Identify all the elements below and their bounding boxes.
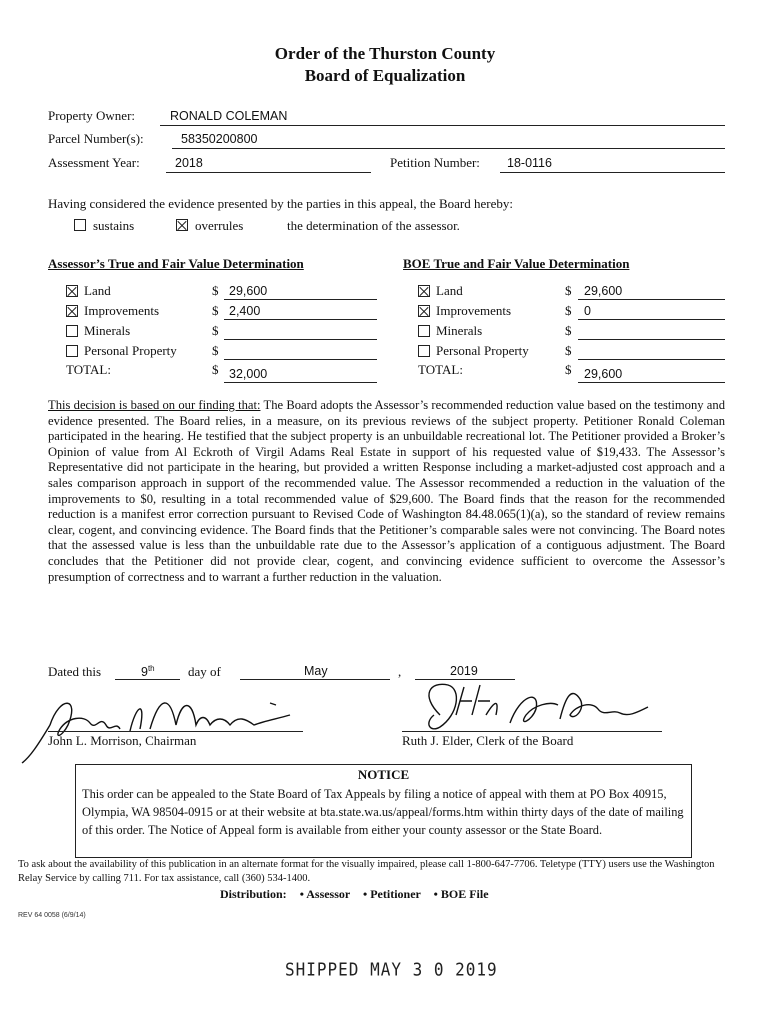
- boe-total-label: TOTAL:: [418, 362, 463, 377]
- assessor-improvements-underline: [224, 319, 377, 320]
- chairman-name: John L. Morrison, Chairman: [48, 733, 197, 748]
- assessor-total-label: TOTAL:: [66, 362, 111, 377]
- boe-improvements-checkbox[interactable]: [418, 305, 430, 317]
- decision-intro: Having considered the evidence presented by the parties in this appeal, the Board hereby:: [48, 196, 513, 211]
- boe-improvements-value: 0: [584, 304, 591, 318]
- distribution-line: [220, 887, 489, 902]
- shipped-stamp: SHIPPED MAY 3 0 2019: [285, 959, 498, 980]
- assessor-improvements-label: Improvements: [84, 303, 160, 318]
- boe-land-value: 29,600: [584, 284, 623, 298]
- assessor-minerals-checkbox[interactable]: [66, 325, 78, 337]
- boe-personal-checkbox[interactable]: [418, 345, 430, 357]
- assessor-personal-underline: [224, 359, 377, 360]
- dated-day-suffix: th: [147, 664, 155, 673]
- petition-label: Petition Number:: [390, 155, 480, 170]
- dated-day-number: 9: [141, 665, 148, 680]
- assessor-improvements-value: 2,400: [229, 304, 261, 318]
- owner-label: Property Owner:: [48, 108, 136, 123]
- sustains-label: sustains: [93, 218, 135, 233]
- assessor-land-underline: [224, 299, 377, 300]
- boe-minerals-underline: [578, 339, 725, 340]
- assessor-land-label: Land: [84, 283, 111, 298]
- boe-land-currency: $: [565, 283, 572, 298]
- assessor-total-underline: [224, 382, 377, 383]
- dated-month: May: [304, 664, 328, 678]
- boe-land-underline: [578, 299, 725, 300]
- page-title: Order of the Thurston County: [274, 44, 496, 63]
- boe-personal-currency: $: [565, 343, 572, 358]
- boe-improvements-label: Improvements: [436, 303, 512, 318]
- chairman-signature: [10, 685, 310, 765]
- decision-suffix: the determination of the assessor.: [287, 218, 460, 233]
- assessor-minerals-label: Minerals: [84, 323, 131, 338]
- boe-total-underline: [578, 382, 725, 383]
- distribution-boe-file: • BOE File: [433, 887, 489, 901]
- boe-minerals-checkbox[interactable]: [418, 325, 430, 337]
- notice-heading: NOTICE: [357, 767, 410, 782]
- assessor-improvements-checkbox[interactable]: [66, 305, 78, 317]
- boe-minerals-currency: $: [565, 323, 572, 338]
- petition-value: 18-0116: [507, 156, 552, 170]
- parcel-label: Parcel Number(s):: [48, 131, 144, 146]
- assessor-heading: Assessor’s True and Fair Value Determination: [48, 256, 304, 271]
- boe-heading: BOE True and Fair Value Determination: [403, 256, 630, 271]
- dated-mid: day of: [188, 664, 221, 679]
- notice-text: This order can be appealed to the State Board of Tax Appeals by filing a notice of appeal with them at PO Box 40915, Olympia, WA 98504-0915 or at their website at bta.state.wa.us/appeal/forms.htm within thirty days of the date of mailing of this order. The Notice of Appeal form is available from either your county assessor or the State Board.: [82, 787, 684, 837]
- accessibility-note: To ask about the availability of this publication in an alternate format for the visually impaired, please call 1-800-647-7706. Teletype (TTY) users use the Washington Relay Service by calling 711. For tax assistance, call (360) 534-1400.: [18, 859, 715, 884]
- boe-improvements-currency: $: [565, 303, 572, 318]
- owner-value: RONALD COLEMAN: [170, 109, 288, 123]
- assessor-personal-label: Personal Property: [84, 343, 177, 358]
- notice-box: [75, 764, 692, 858]
- boe-total-currency: $: [565, 362, 572, 377]
- sustains-checkbox[interactable]: [74, 219, 86, 231]
- petition-underline: [500, 172, 725, 173]
- assessor-personal-checkbox[interactable]: [66, 345, 78, 357]
- chairman-signature-line: [48, 731, 303, 732]
- assessor-personal-currency: $: [212, 343, 219, 358]
- clerk-signature-line: [402, 731, 662, 732]
- assessor-minerals-underline: [224, 339, 377, 340]
- clerk-name: Ruth J. Elder, Clerk of the Board: [402, 733, 574, 748]
- assessor-land-value: 29,600: [229, 284, 268, 298]
- distribution-petitioner: • Petitioner: [363, 887, 421, 901]
- page-subtitle: Board of Equalization: [304, 66, 466, 85]
- assessor-total-value: 32,000: [229, 367, 268, 381]
- dated-year: 2019: [450, 664, 478, 678]
- owner-underline: [160, 125, 725, 126]
- boe-land-checkbox[interactable]: [418, 285, 430, 297]
- assessor-total-currency: $: [212, 362, 219, 377]
- finding-paragraph: [48, 398, 725, 585]
- overrules-checkbox[interactable]: [176, 219, 188, 231]
- assessor-improvements-currency: $: [212, 303, 219, 318]
- boe-total-value: 29,600: [584, 367, 623, 381]
- year-value: 2018: [175, 156, 203, 170]
- boe-personal-underline: [578, 359, 725, 360]
- dated-prefix: Dated this: [48, 664, 102, 679]
- assessor-land-currency: $: [212, 283, 219, 298]
- year-label: Assessment Year:: [48, 155, 140, 170]
- dated-comma: ,: [398, 664, 402, 679]
- assessor-land-checkbox[interactable]: [66, 285, 78, 297]
- boe-minerals-label: Minerals: [436, 323, 483, 338]
- distribution-assessor: • Assessor: [299, 887, 351, 901]
- dated-month-underline: [240, 679, 390, 680]
- dated-day: [141, 664, 155, 679]
- overrules-label: overrules: [195, 218, 244, 233]
- boe-personal-label: Personal Property: [436, 343, 529, 358]
- dated-day-underline: [115, 679, 180, 680]
- parcel-value: 58350200800: [181, 132, 258, 146]
- form-number: REV 64 0058 (6/9/14): [18, 912, 86, 919]
- parcel-underline: [172, 148, 725, 149]
- boe-improvements-underline: [578, 319, 725, 320]
- assessor-minerals-currency: $: [212, 323, 219, 338]
- distribution-label: Distribution:: [220, 887, 287, 901]
- year-underline: [166, 172, 371, 173]
- finding-lead: This decision is based on our finding that:: [48, 398, 261, 412]
- boe-land-label: Land: [436, 283, 463, 298]
- finding-text: The Board adopts the Assessor’s recommended reduction value based on the testimony and evidence presented. The Board relies, in a measure, on its previous reviews of the subject property. Petitioner Ronald Coleman participated in the hearing. He testified that the subject property is an unbuildable recreational lot. The Petitioner provided a Broker’s Opinion of value from Al Eckroth of Virgil Adams Real Estate in support of his requested value of $19,433. The Assessor’s Representative did not participate in the hearing, but provided a written Response including a market-adjusted cost approach and a sales comparison approach in support of the recommended value. The Assessor recommended a reduction in the valuation of the improvements to $0, resulting in a total recommended value of $29,600. The Board finds that the reason for the recommended reduction is a manifest error correction pursuant to Revised Code of Washington 84.48.065(1)(a), so the standard of review remains clear, cogent, and convincing evidence. The Board finds that the Petitioner’s comparable sales were not convincing. The Board notes that the assessed value is less than the unbuildable rate due to the Assessor’s application of a contiguous adjustment. The Board concludes that the Petitioner did not provide clear, cogent, and convincing evidence sufficient to overcome the Assessor’s presumption of correctness and to warrant a further reduction in the valuation.: [48, 398, 725, 584]
